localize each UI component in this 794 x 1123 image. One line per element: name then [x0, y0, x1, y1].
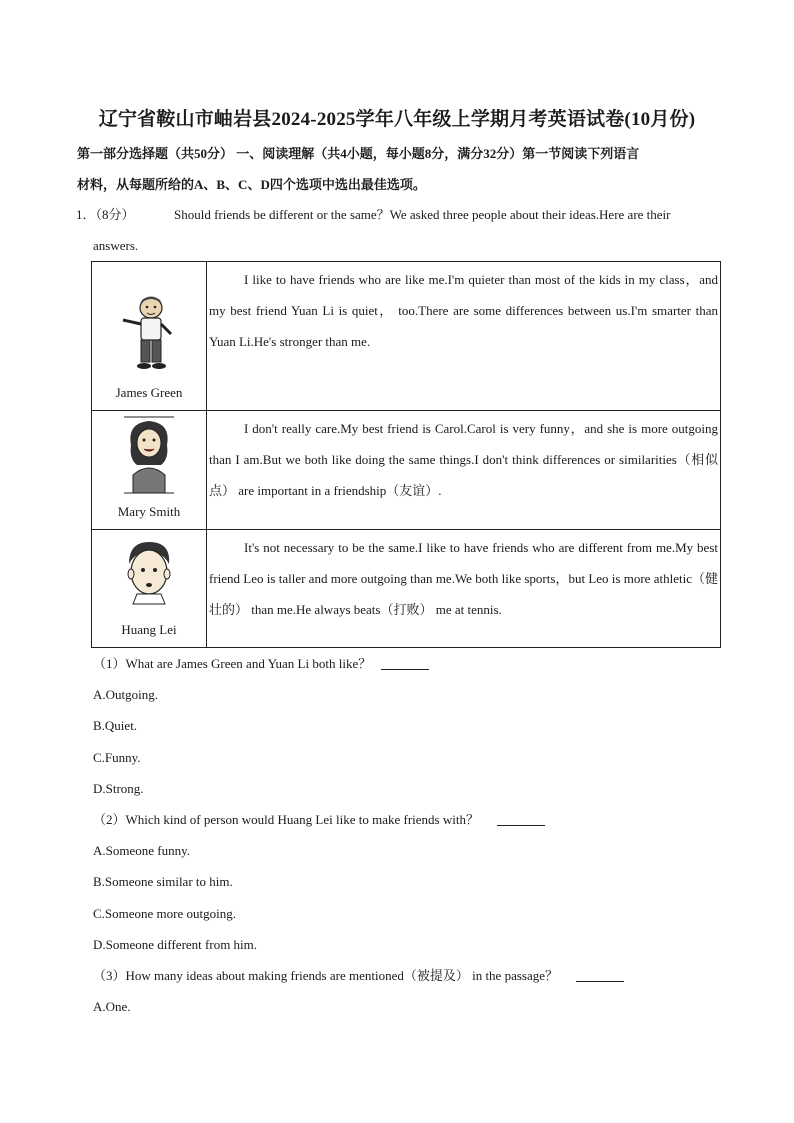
exam-title: 辽宁省鞍山市岫岩县2024-2025学年八年级上学期月考英语试卷(10月份) [98, 109, 696, 130]
question-stem: （3）How many ideas about making friends are mentioned（被提及） in the passage？ [93, 960, 733, 991]
option: B.Quiet. [93, 718, 138, 734]
part-heading-line1: 第一部分选择题（共50分） 一、阅读理解（共4小题，每小题8分，满分32分）第一节阅读下列语言 [77, 146, 640, 161]
person-text-cell [207, 411, 721, 530]
person-text: I don't really care.My best friend is Carol.Carol is very funny，and she is more outgoing than I am.But we both like doing the same things.I don't think differences or similarities（相似点） are important in a friendship（友谊）. [209, 421, 718, 498]
answer-blank[interactable] [497, 811, 545, 826]
intro-line1: Should friends be different or the same？We asked three people about their ideas.Here are their [174, 207, 671, 222]
person-text-cell [207, 530, 721, 648]
option: D.Someone different from him. [93, 936, 258, 952]
option: A.Outgoing. [93, 687, 158, 703]
person-cell [92, 530, 207, 648]
person-name: James Green [115, 385, 183, 400]
cartoon-girl-icon [119, 415, 179, 495]
sub-questions [93, 648, 733, 1022]
table-row [92, 262, 721, 411]
table-row [92, 411, 721, 530]
question-stem: （2）Which kind of person would Huang Lei like to make friends with？ [93, 804, 733, 835]
person-cell [92, 262, 207, 411]
option: C.Funny. [93, 749, 141, 765]
question-number: 1．（8分） [76, 207, 135, 222]
reading-table [91, 261, 721, 648]
person-text-cell [207, 262, 721, 411]
part-heading-line2: 材料，从每题所给的A、B、C、D四个选项中选出最佳选项。 [77, 177, 426, 192]
person-text: It's not necessary to be the same.I like to have friends who are different from me.My best friend Leo is taller and more outgoing than me.We both like sports，but Leo is more athletic（健壮的） than me.He always beats（打败） me at tennis. [209, 540, 718, 617]
person-name: Mary Smith [117, 504, 181, 519]
answer-blank[interactable] [576, 967, 624, 982]
option: A.One. [93, 999, 131, 1015]
question-1-intro [76, 199, 726, 261]
option: D.Strong. [93, 780, 144, 796]
person-text: I like to have friends who are like me.I'm quieter than most of the kids in my class，and my best friend Yuan Li is quiet， too.There are some differences between us.I'm smarter than Yuan Li.He's stronger than me. [209, 272, 718, 349]
option: B.Someone similar to him. [93, 874, 233, 890]
table-row [92, 530, 721, 648]
cartoon-boy-face-icon [119, 538, 179, 608]
option: A.Someone funny. [93, 843, 191, 859]
part-heading [77, 138, 727, 200]
intro-line2: answers. [93, 238, 139, 253]
answer-blank[interactable] [381, 655, 429, 670]
question-stem: （1）What are James Green and Yuan Li both like？ [93, 648, 733, 679]
option: C.Someone more outgoing. [93, 905, 236, 921]
person-name: Huang Lei [121, 622, 177, 637]
person-cell [92, 411, 207, 530]
cartoon-boy-pointing-icon [119, 294, 179, 374]
